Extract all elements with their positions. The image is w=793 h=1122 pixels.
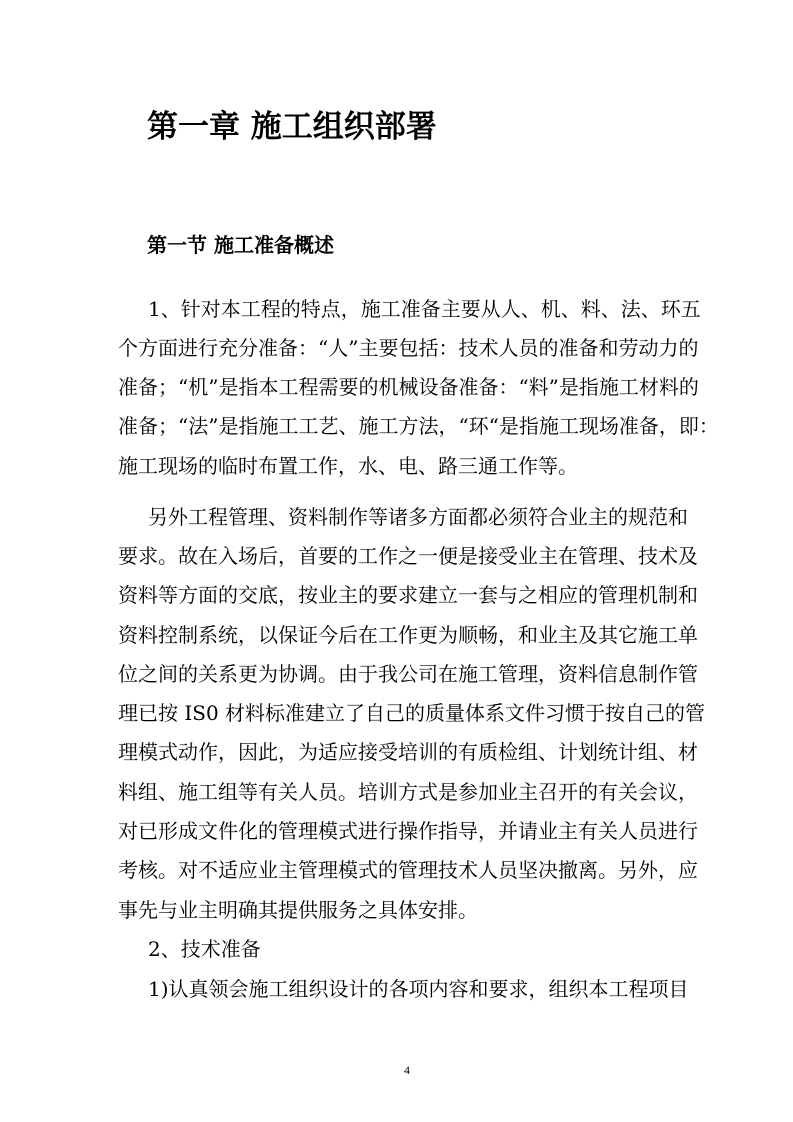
paragraph-line: 个方面进行充分准备：“人”主要包括：技术人员的准备和劳动力的 xyxy=(118,336,699,360)
paragraph-line: 料组、施工组等有关人员。培训方式是参加业主召开的有关会议， xyxy=(118,780,698,804)
paragraph-line: 施工现场的临时布置工作，水、电、路三通工作等。 xyxy=(118,454,578,478)
subheading: 2、技术准备 xyxy=(148,937,261,961)
paragraph-line: 资料控制系统，以保证今后在工作更为顺畅，和业主及其它施工单 xyxy=(118,623,698,647)
paragraph-line: 对已形成文件化的管理模式进行操作指导，并请业主有关人员进行 xyxy=(118,819,698,843)
paragraph-line: 准备；“机”是指本工程需要的机械设备准备：“料”是指施工材料的 xyxy=(118,375,699,399)
page-number: 4 xyxy=(404,1063,410,1077)
paragraph-line: 准备；“法”是指施工工艺、施工方法，“环“是指施工现场准备，即： xyxy=(118,414,719,438)
paragraph-line: 1、针对本工程的特点，施工准备主要从人、机、料、法、环五 xyxy=(148,297,701,321)
paragraph-line: 资料等方面的交底，按业主的要求建立一套与之相应的管理机制和 xyxy=(118,583,698,607)
paragraph-line: 位之间的关系更为协调。由于我公司在施工管理，资料信息制作管 xyxy=(118,662,698,686)
section-title: 第一节 施工准备概述 xyxy=(147,233,334,257)
paragraph-line: 事先与业主明确其提供服务之具体安排。 xyxy=(118,898,478,922)
paragraph-line: 理模式动作，因此，为适应接受培训的有质检组、计划统计组、材 xyxy=(118,740,698,764)
paragraph-line: 要求。故在入场后，首要的工作之一便是接受业主在管理、技术及 xyxy=(118,544,698,568)
paragraph-line: 另外工程管理、资料制作等诸多方面都必须符合业主的规范和 xyxy=(148,505,688,529)
paragraph-line: 考核。对不适应业主管理模式的管理技术人员坚决撤离。另外，应 xyxy=(118,858,698,882)
chapter-title: 第一章 施工组织部署 xyxy=(147,109,437,145)
paragraph-line: 1)认真领会施工组织设计的各项内容和要求，组织本工程项目 xyxy=(148,977,689,1001)
paragraph-line: 理已按 IS0 材料标准建立了自己的质量体系文件习惯于按自己的管 xyxy=(118,701,706,725)
